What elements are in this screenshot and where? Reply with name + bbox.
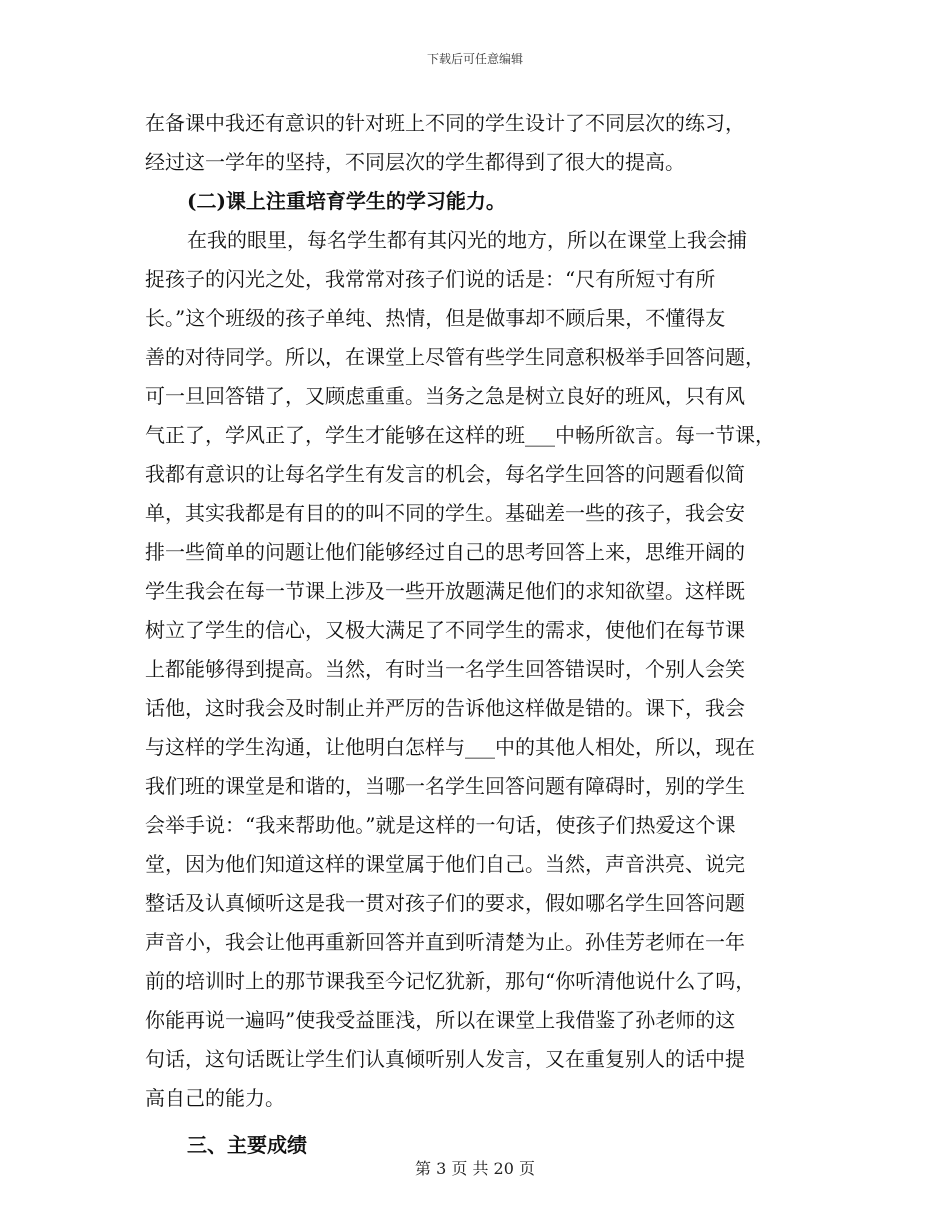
paragraph-line: 学生我会在每一节课上涉及一些开放题满足他们的求知欲望。这样既: [145, 579, 745, 603]
paragraph-line: 排一些简单的问题让他们能够经过自己的思考回答上来，思维开阔的: [145, 540, 745, 564]
paragraph-line: 你能再说一遍吗”使我受益匪浅，所以在课堂上我借鉴了孙老师的这: [145, 1008, 736, 1032]
paragraph-line: 树立了学生的信心，又极大满足了不同学生的需求，使他们在每节课: [145, 618, 745, 642]
major-heading: 三、主要成绩: [187, 1133, 307, 1157]
paragraph-line: 会举手说：“我来帮助他。”就是这样的一句话，使孩子们热爱这个课: [145, 813, 736, 837]
paragraph-line: 话他，这时我会及时制止并严厉的告诉他这样做是错的。课下，我会: [145, 696, 745, 720]
paragraph-line: 整话及认真倾听这是我一贯对孩子们的要求，假如哪名学生回答问题: [145, 891, 745, 915]
paragraph-line: 捉孩子的闪光之处，我常常对孩子们说的话是：“尺有所短寸有所: [145, 267, 716, 291]
text-line: 经过这一学年的坚持，不同层次的学生都得到了很大的提高。: [145, 150, 685, 174]
paragraph-line: 高自己的能力。: [145, 1086, 285, 1110]
paragraph-line: 我都有意识的让每名学生有发言的机会，每名学生回答的问题看似简: [145, 462, 745, 486]
paragraph-line: 长。”这个班级的孩子单纯、热情，但是做事却不顾后果，不懂得友: [145, 306, 726, 330]
paragraph-line: 单，其实我都是有目的的叫不同的学生。基础差一些的孩子，我会安: [145, 501, 745, 525]
page-number: 第 3 页 共 20 页: [415, 1159, 535, 1178]
paragraph-line: 堂，因为他们知道这样的课堂属于他们自己。当然，声音洪亮、说完: [145, 852, 745, 876]
paragraph-line: 前的培训时上的那节课我至今记忆犹新，那句“你听清他说什么了吗，: [145, 969, 756, 993]
paragraph-line: 善的对待同学。所以，在课堂上尽管有些学生同意积极举手回答问题，: [145, 345, 765, 369]
paragraph-line: 我们班的课堂是和谐的，当哪一名学生回答问题有障碍时，别的学生: [145, 774, 745, 798]
text-line: 在备课中我还有意识的针对班上不同的学生设计了不同层次的练习，: [145, 111, 745, 135]
document-body: [145, 104, 825, 1165]
section-heading: (二)课上注重培育学生的学习能力。: [187, 189, 506, 213]
page-header: 下载后可任意编辑: [426, 52, 523, 66]
paragraph-line: 气正了，学风正了，学生才能够在这样的班___中畅所欲言。每一节课，: [145, 423, 775, 447]
paragraph-line: 可一旦回答错了，又顾虑重重。当务之急是树立良好的班风，只有风: [145, 384, 745, 408]
paragraph-line: 声音小，我会让他再重新回答并直到听清楚为止。孙佳芳老师在一年: [145, 930, 745, 954]
paragraph-line: 与这样的学生沟通，让他明白怎样与___中的其他人相处，所以，现在: [145, 735, 755, 759]
paragraph-line: 上都能够得到提高。当然，有时当一名学生回答错误时，个别人会笑: [145, 657, 745, 681]
paragraph-line: 句话，这句话既让学生们认真倾听别人发言，又在重复别人的话中提: [145, 1047, 745, 1071]
paragraph-line: 在我的眼里，每名学生都有其闪光的地方，所以在课堂上我会捕: [187, 228, 747, 252]
